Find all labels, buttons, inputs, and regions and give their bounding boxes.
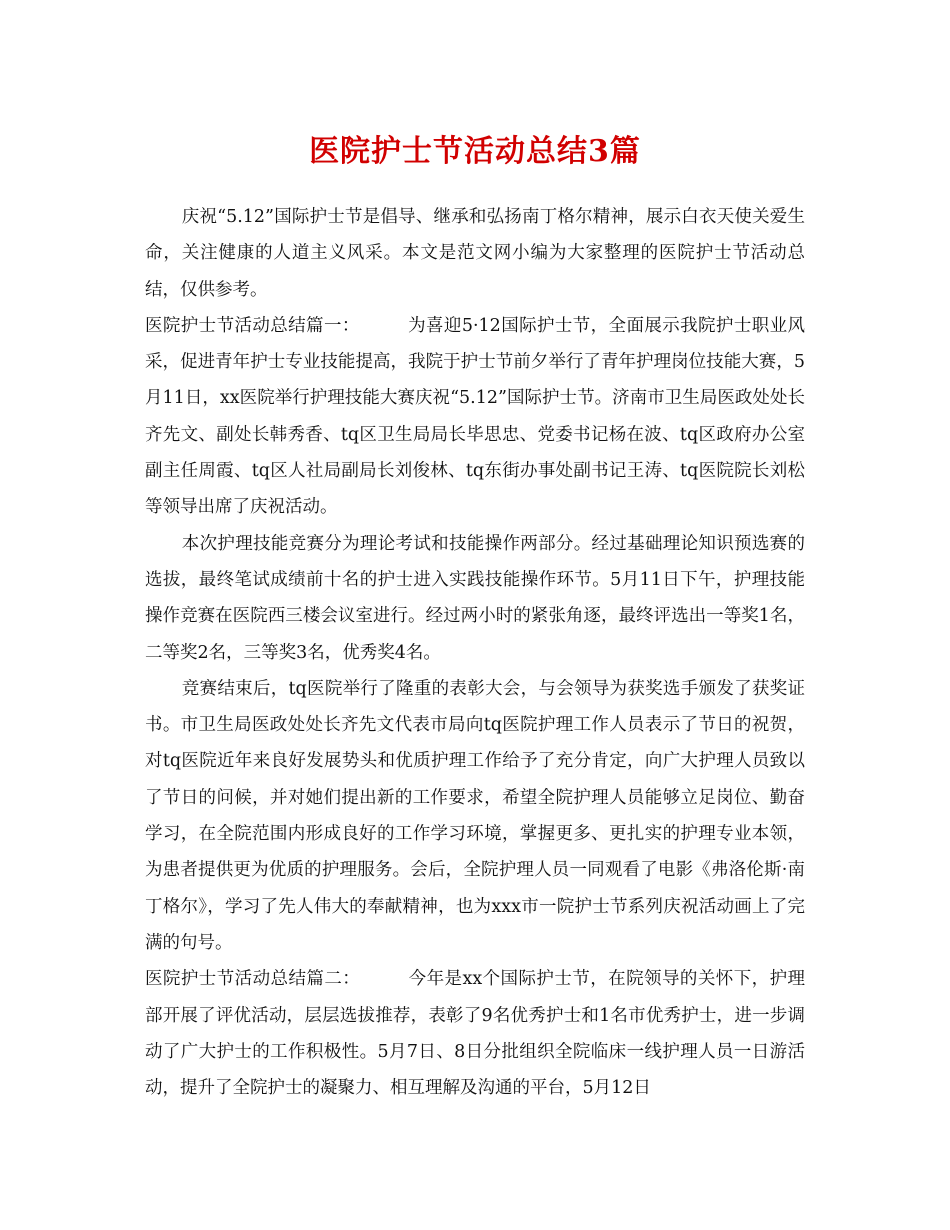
section-one-paragraph: [145, 308, 805, 526]
document-body: [145, 199, 805, 1106]
competition-paragraph: 本次护理技能竞赛分为理论考试和技能操作两部分。经过基础理论知识预选赛的选拔，最终笔试成绩前十名的护士进入实践技能操作环节。5月11日下午，护理技能操作竞赛在医院西三楼会议室进行。经过两小时的紧张角逐，最终评选出一等奖1名，二等奖2名，三等奖3名，优秀奖4名。: [145, 533, 805, 663]
section-two-text: 今年是xx个国际护士节，在院领导的关怀下，护理部开展了评优活动，层层选拔推荐，表彰了9名优秀护士和1名市优秀护士，进一步调动了广大护士的工作积极性。5月7日、8日分批组织全院临床一线护理人员一日游活动，提升了全院护士的凝聚力、相互理解及沟通的平台，5月12日: [145, 969, 806, 1099]
section-one-heading: 医院护士节活动总结篇一：: [145, 315, 360, 336]
section-one-text: 为喜迎5·12国际护士节，全面展示我院护士职业风采，促进青年护士专业技能提高，我院于护士节前夕举行了青年护理岗位技能大赛，5月11日，xx医院举行护理技能大赛庆祝“5.12”国际护士节。济南市卫生局医政处处长齐先文、副处长韩秀香、tq区卫生局局长毕思忠、党委书记杨在波、tq区政府办公室副主任周霞、tq区人社局副局长刘俊林、tq东街办事处副书记王涛、tq医院院长刘松等领导出席了庆祝活动。: [145, 315, 806, 518]
intro-paragraph: 庆祝“5.12”国际护士节是倡导、继承和弘扬南丁格尔精神，展示白衣天使关爱生命，关注健康的人道主义风采。本文是范文网小编为大家整理的医院护士节活动总结，仅供参考。: [145, 207, 805, 300]
section-two-paragraph: [145, 961, 805, 1106]
ceremony-paragraph: 竞赛结束后，tq医院举行了隆重的表彰大会，与会领导为获奖选手颁发了获奖证书。市卫生局医政处处长齐先文代表市局向tq医院护理工作人员表示了节日的祝贺，对tq医院近年来良好发展势头和优质护理工作给予了充分肯定，向广大护理人员致以了节日的问候，并对她们提出新的工作要求，希望全院护理人员能够立足岗位、勤奋学习，在全院范围内形成良好的工作学习环境，掌握更多、更扎实的护理专业本领，为患者提供更为优质的护理服务。会后，全院护理人员一同观看了电影《弗洛伦斯·南丁格尔》，学习了先人伟大的奉献精神，也为xxx市一院护士节系列庆祝活动画上了完满的句号。: [145, 678, 805, 953]
document-title: 医院护士节活动总结3篇: [309, 134, 641, 169]
section-two-heading: 医院护士节活动总结篇二：: [145, 969, 361, 990]
